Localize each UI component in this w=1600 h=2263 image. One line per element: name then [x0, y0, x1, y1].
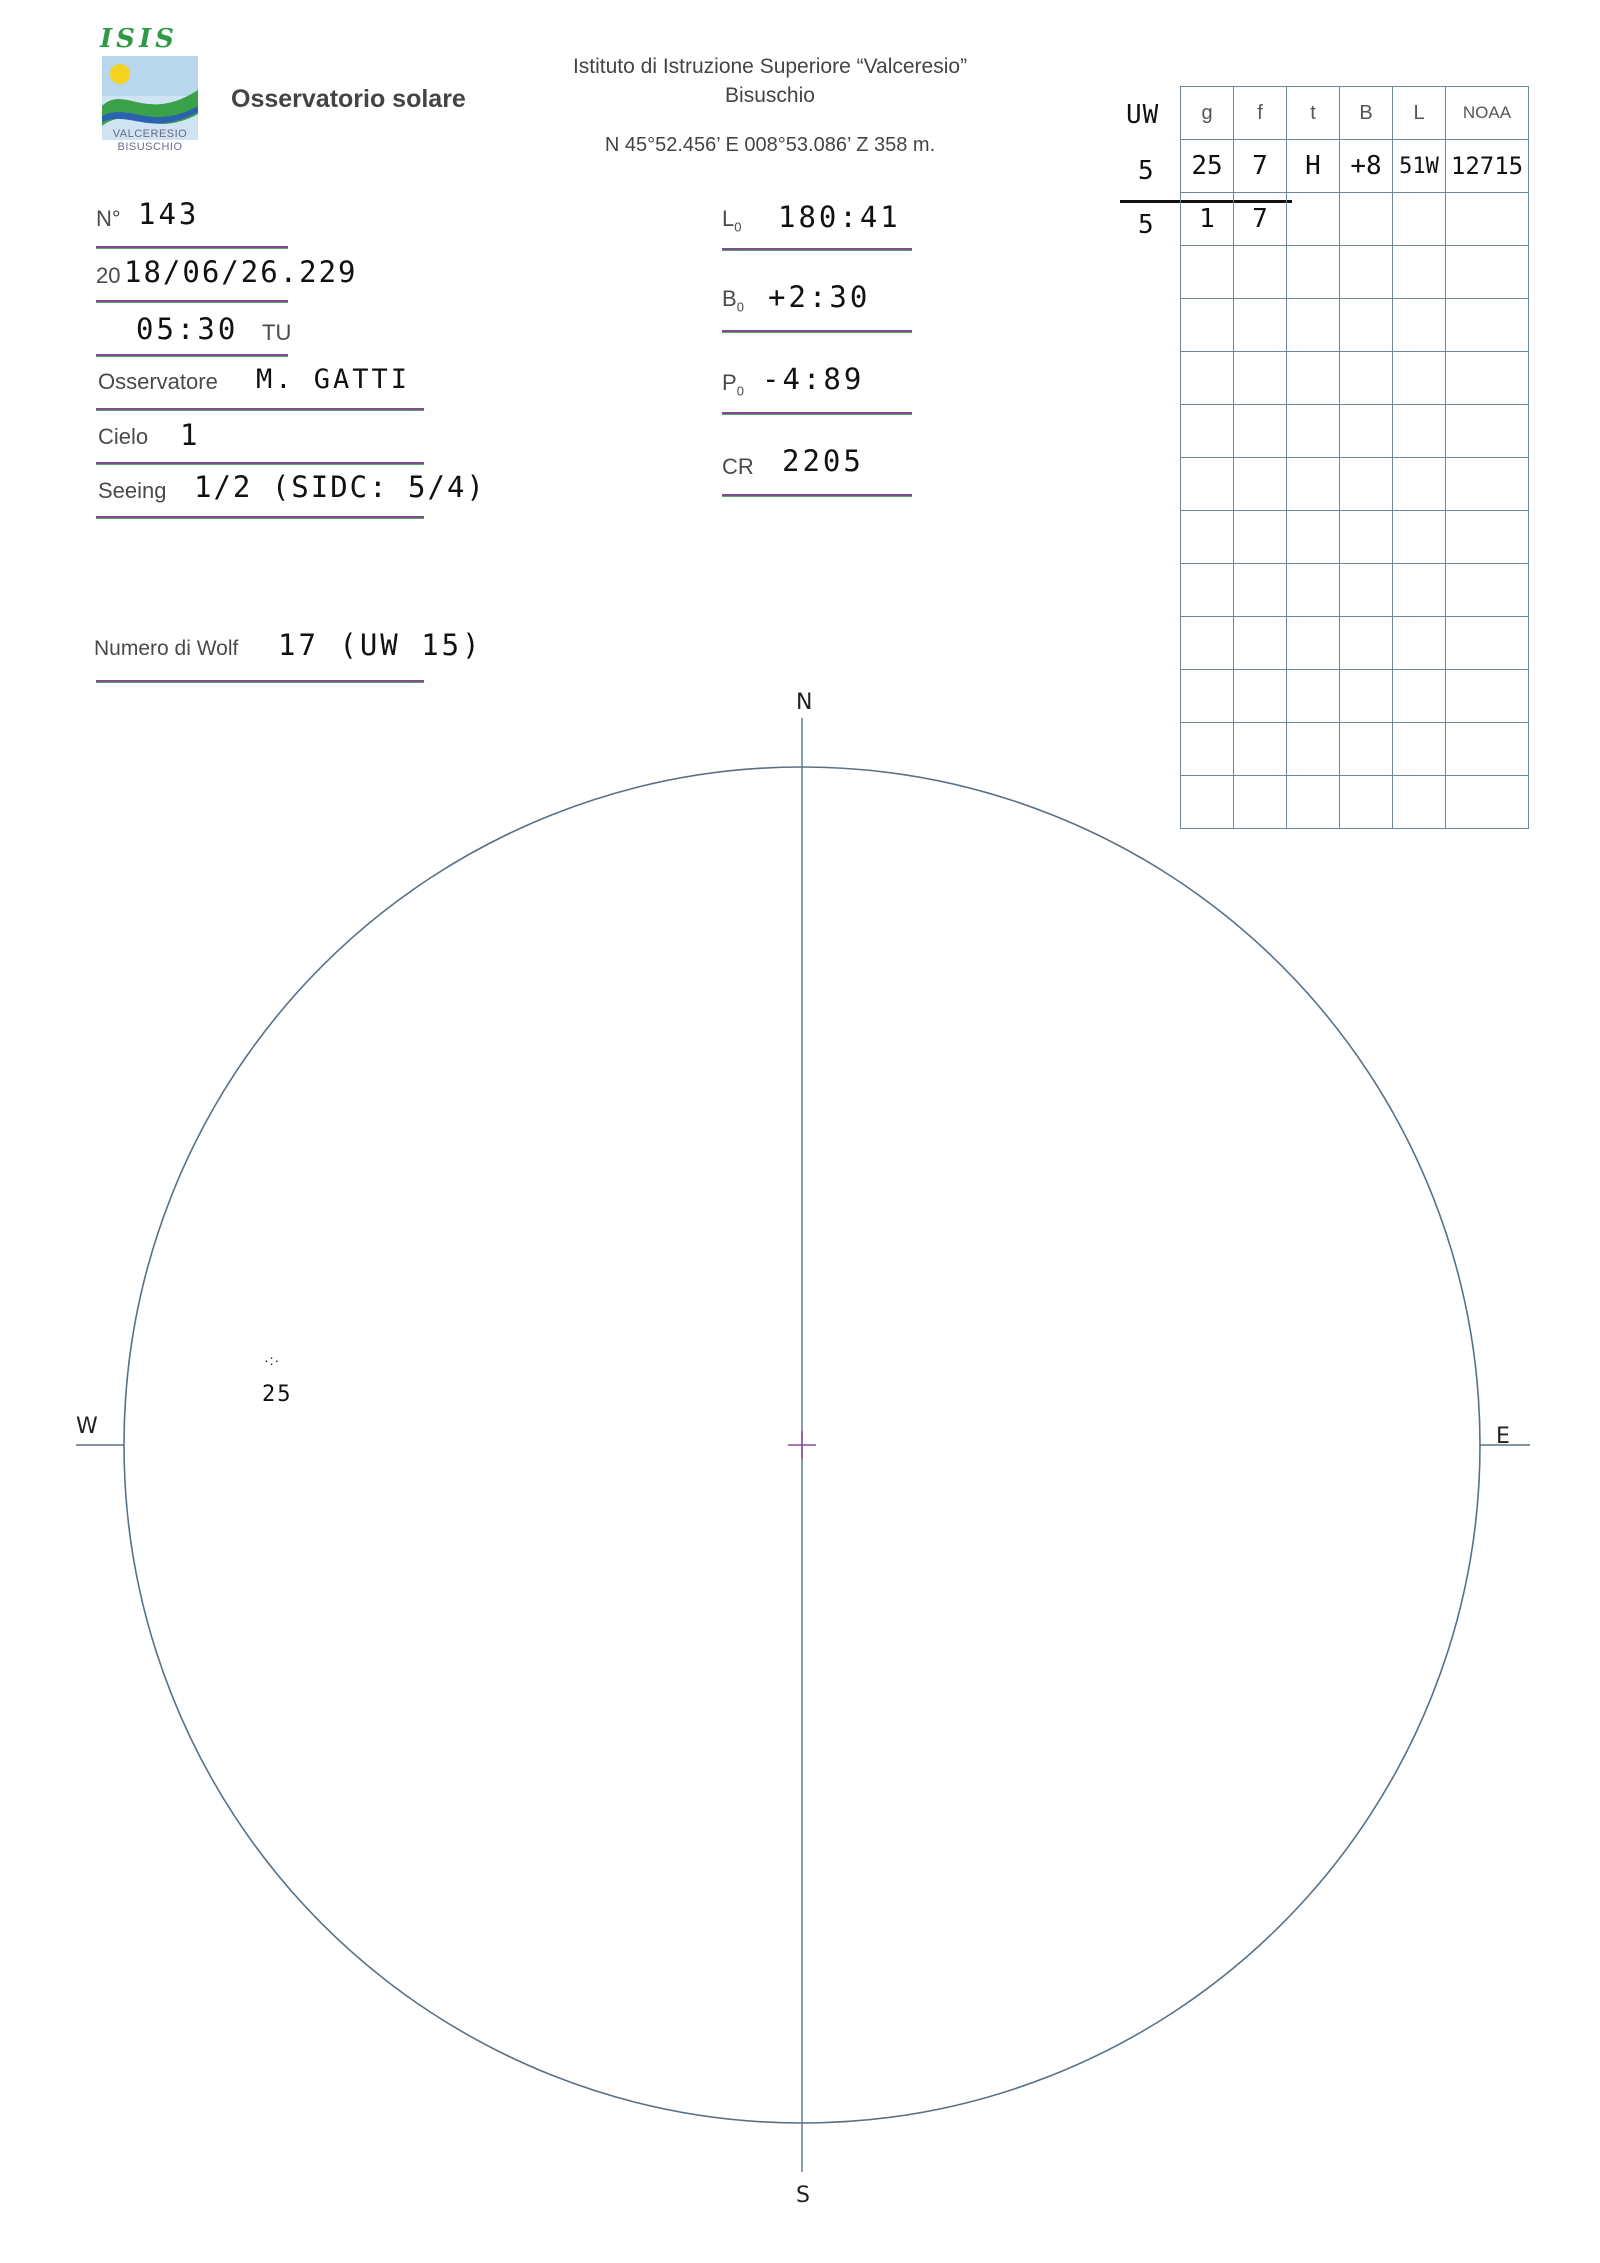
cell-f: 7: [1234, 140, 1287, 193]
col-header-f: f: [1234, 87, 1287, 140]
logo-caption-line2: BISUSCHIO: [117, 141, 183, 153]
south-label: S: [796, 2183, 810, 2208]
west-label: W: [76, 1414, 98, 1439]
col-header-l: L: [1393, 87, 1446, 140]
observatory-coordinates: N 45°52.456’ E 008°53.086’ Z 358 m.: [604, 134, 936, 156]
col-header-noaa: NOAA: [1446, 87, 1529, 140]
logo-caption-line1: VALCERESIO: [112, 128, 188, 140]
observer-value: M. GATTI: [256, 364, 411, 395]
logo-text: ISIS: [100, 24, 178, 54]
col-header-t: t: [1287, 87, 1340, 140]
uw-value-row1: 5: [1138, 156, 1157, 186]
seeing-label: Seeing: [98, 478, 167, 503]
sunspot-group-label: 25: [262, 1382, 293, 1407]
p0-value: -4:89: [762, 362, 865, 396]
cell-noaa: 12715: [1446, 140, 1529, 193]
north-label: N: [796, 690, 813, 715]
b0-value: +2:30: [768, 280, 871, 314]
cell-l: 51W: [1393, 140, 1446, 193]
cr-value: 2205: [782, 444, 864, 478]
time-unit: TU: [262, 320, 292, 345]
uw-label: UW: [1126, 100, 1160, 130]
sky-label: Cielo: [98, 424, 149, 449]
col-header-g: g: [1181, 87, 1234, 140]
institute-line1: Istituto di Istruzione Superiore “Valceresio”: [572, 55, 968, 78]
col-header-b: B: [1340, 87, 1393, 140]
time-value: 05:30: [136, 312, 239, 346]
seeing-value: 1/2 (SIDC: 5/4): [194, 470, 486, 504]
wolf-value: 17 (UW 15): [278, 628, 483, 662]
cell-g: 25: [1181, 140, 1234, 193]
cell-f: 7: [1234, 193, 1287, 246]
institute-line2: Bisuschio: [725, 84, 815, 107]
number-label: N°: [96, 206, 121, 231]
date-prefix: 20: [96, 263, 121, 288]
cell-b: +8: [1340, 140, 1393, 193]
l0-label: $L_0$: [722, 206, 742, 235]
number-value: 143: [138, 197, 200, 231]
wolf-label: Numero di Wolf: [94, 637, 239, 660]
cell-t: H: [1287, 140, 1340, 193]
sky-value: 1: [180, 418, 201, 452]
sunspot-group-marks: ·:·: [264, 1352, 281, 1368]
east-label: E: [1496, 1424, 1510, 1449]
uw-value-row2: 5: [1138, 210, 1157, 240]
l0-value: 180:41: [778, 200, 901, 234]
date-value: 18/06/26.229: [124, 255, 358, 289]
b0-label: $B_0$: [722, 286, 744, 315]
observatory-title: Osservatorio solare: [231, 85, 466, 113]
cr-label: CR: [722, 454, 754, 479]
observer-label: Osservatore: [98, 369, 218, 394]
p0-label: $P_0$: [722, 370, 744, 399]
cell-g: 1: [1181, 193, 1234, 246]
